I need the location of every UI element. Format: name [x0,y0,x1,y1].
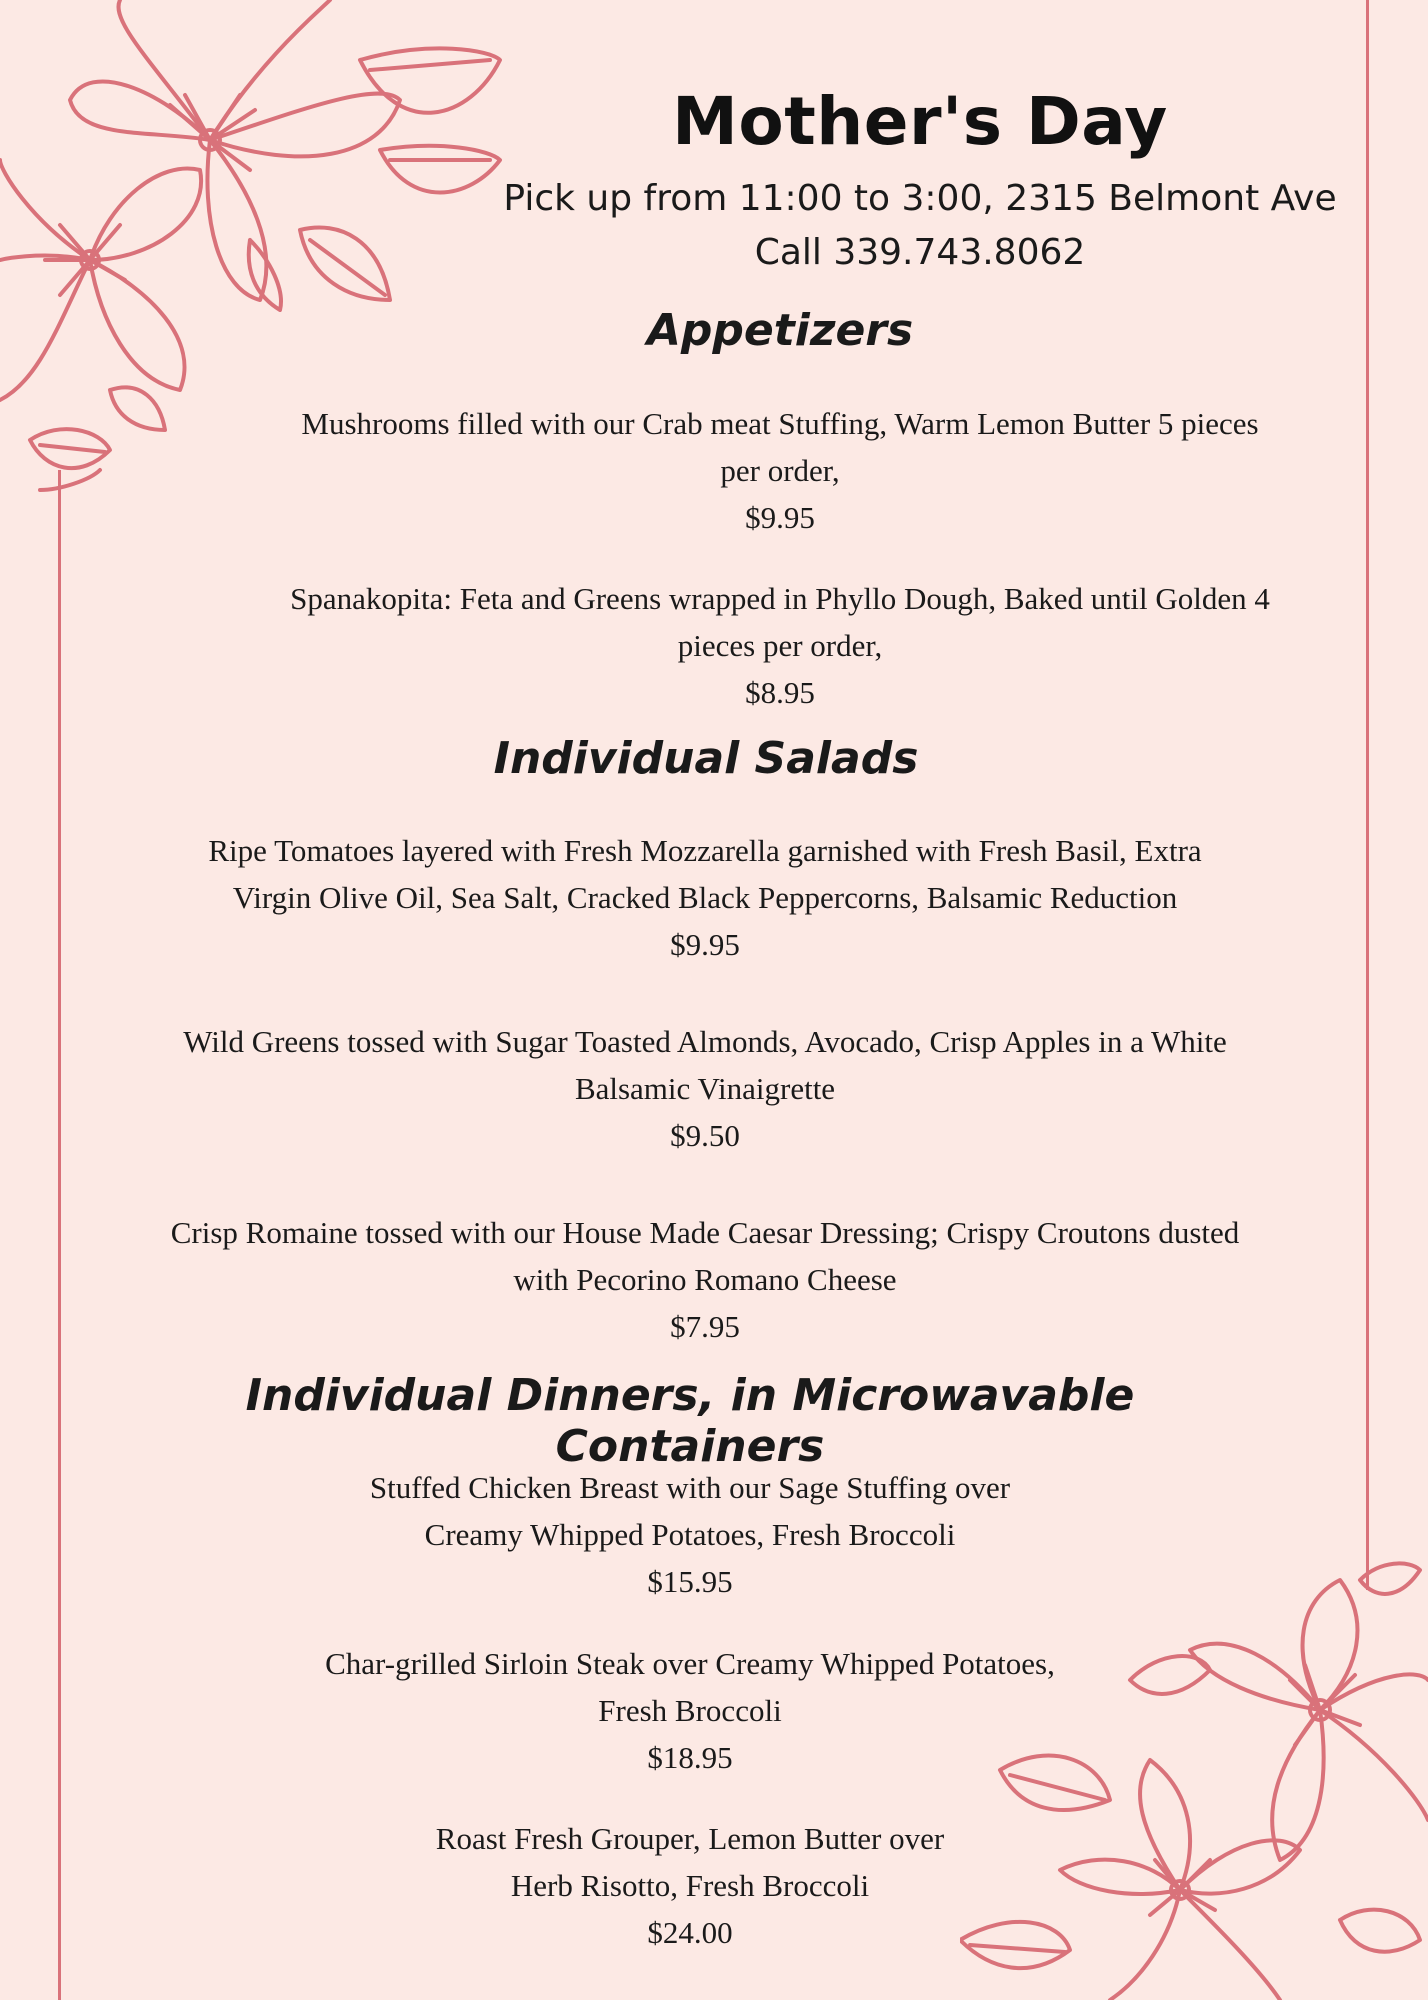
item-description: Creamy Whipped Potatoes, Fresh Broccoli [424,1517,956,1552]
item-description: Char-grilled Sirloin Steak over Creamy Whipped Potatoes, [325,1646,1055,1681]
item-description: Fresh Broccoli [598,1693,782,1728]
item-description: Spanakopita: Feta and Greens wrapped in Phyllo Dough, Baked until Golden 4 [290,581,1270,616]
item-description: Balsamic Vinaigrette [574,1071,836,1106]
item-description: Crisp Romaine tossed with our House Made Caesar Dressing; Crispy Croutons dusted [170,1215,1240,1250]
menu-item [140,1640,1240,1781]
menu-item [160,400,1400,541]
pickup-info: Pick up from 11:00 to 3:00, 2315 Belmont Ave [503,178,1337,219]
menu-item [80,1018,1330,1159]
menu-item [140,1464,1240,1605]
item-description: Herb Risotto, Fresh Broccoli [510,1868,870,1903]
item-description: Stuffed Chicken Breast with our Sage Stuffing over [369,1470,1011,1505]
item-description: Ripe Tomatoes layered with Fresh Mozzarella garnished with Fresh Basil, Extra [208,833,1202,868]
menu-item [80,1209,1330,1350]
section-title-appetizers: Appetizers [646,305,914,356]
frame-line-left [58,470,61,2000]
menu-header [470,80,1370,280]
menu-item [160,575,1400,716]
item-price: $24.00 [647,1915,733,1950]
section-title-dinners: Individual Dinners, in Microwavable Containers [245,1370,1135,1472]
item-price: $9.95 [670,927,740,962]
item-description: pieces per order, [677,628,883,663]
item-description: Wild Greens tossed with Sugar Toasted Almonds, Avocado, Crisp Apples in a White [183,1024,1227,1059]
item-price: $8.95 [745,675,815,710]
item-description: per order, [720,453,840,488]
phone-info: Call 339.743.8062 [754,232,1086,273]
item-price: $9.95 [745,500,815,535]
item-price: $18.95 [647,1740,733,1775]
menu-item [80,827,1330,968]
section-title-salads: Individual Salads [493,733,919,784]
page-title: Mother's Day [672,83,1168,160]
item-description: Roast Fresh Grouper, Lemon Butter over [435,1821,945,1856]
item-description: Mushrooms filled with our Crab meat Stuffing, Warm Lemon Butter 5 pieces [301,406,1259,441]
item-description: with Pecorino Romano Cheese [513,1262,897,1297]
item-price: $15.95 [647,1564,733,1599]
item-price: $9.50 [670,1118,740,1153]
item-description: Virgin Olive Oil, Sea Salt, Cracked Black Peppercorns, Balsamic Reduction [232,880,1178,915]
menu-item [140,1815,1240,1956]
item-price: $7.95 [670,1309,740,1344]
